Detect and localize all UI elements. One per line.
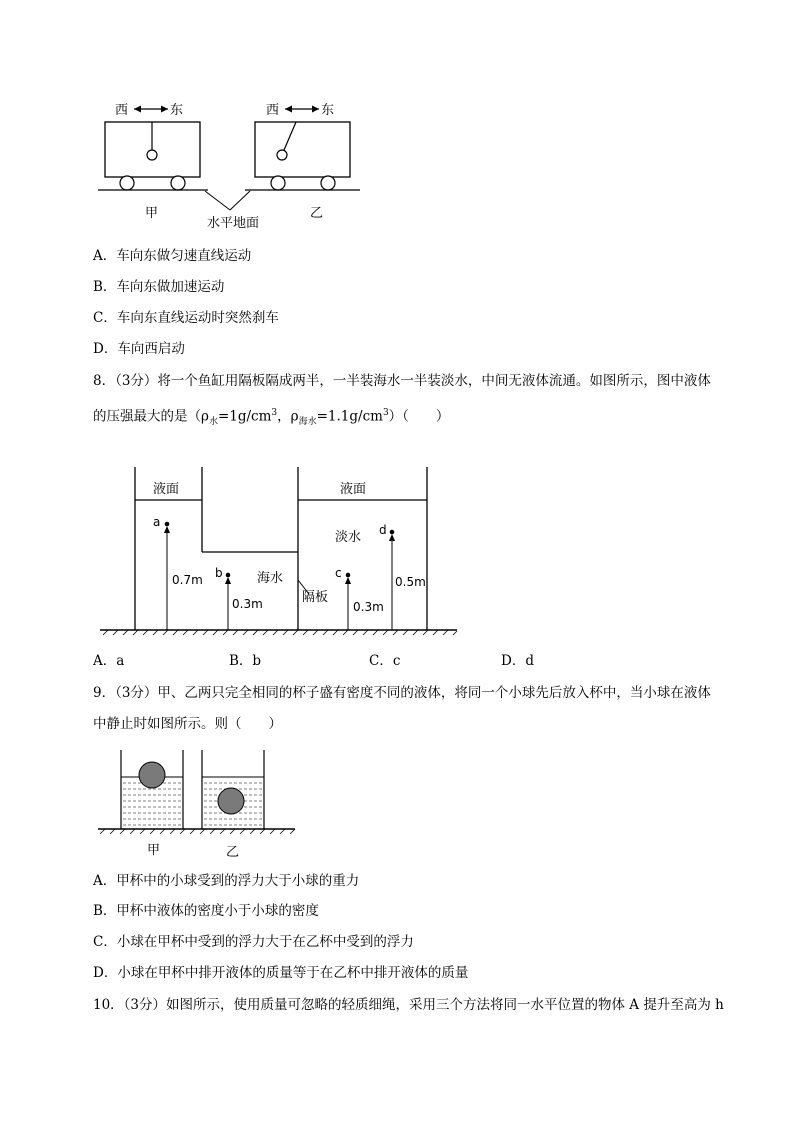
option-a: A．车向东做匀速直线运动 <box>93 248 252 264</box>
pendulum-bob-left <box>147 150 157 160</box>
surface-label-left: 液面 <box>153 482 180 497</box>
height-a: 0.7m <box>172 573 203 587</box>
label-freshwater: 淡水 <box>335 530 362 545</box>
cups-figure <box>95 745 305 860</box>
label-east: 东 <box>321 103 335 118</box>
height-b: 0.3m <box>232 597 263 611</box>
tank-figure <box>95 462 465 640</box>
label-ground: 水平地面 <box>207 216 260 231</box>
cup-left <box>121 750 183 829</box>
point-label-c: c <box>335 566 342 580</box>
option-a: A．a <box>93 653 125 669</box>
ball-right <box>218 788 244 814</box>
option-a: A．甲杯中的小球受到的浮力大于小球的重力 <box>93 873 360 889</box>
question-9-line1: 9．（3分）甲、乙两只完全相同的杯子盛有密度不同的液体，将同一个小球先后放入杯中，当小球在液体 <box>93 685 711 701</box>
height-c: 0.3m <box>353 600 384 614</box>
surface-label-right: 液面 <box>340 482 367 497</box>
cup-right <box>202 750 264 829</box>
car-figure <box>90 95 380 235</box>
option-c: C．c <box>369 653 401 669</box>
option-b: B．b <box>229 653 262 669</box>
car-body-right <box>255 122 350 177</box>
question-8-line2: 的压强最大的是（$\rho_水=1g/cm^3$，$\rho_{海水}=1.1g/cm^3$）（ ） <box>93 408 450 428</box>
point-label-b: b <box>215 566 223 580</box>
point-label-a: a <box>153 515 161 529</box>
wheel-icon <box>321 176 335 190</box>
option-c: C．小球在甲杯中受到的浮力大于在乙杯中受到的浮力 <box>93 934 414 950</box>
wheel-icon <box>171 176 185 190</box>
label-yi: 乙 <box>310 206 324 221</box>
label-east: 东 <box>170 103 184 118</box>
label-jia: 甲 <box>147 843 161 858</box>
option-d: D．车向西启动 <box>93 341 185 357</box>
option-d: D．d <box>501 653 534 669</box>
question-9-line2: 中静止时如图所示。则（ ） <box>93 716 282 732</box>
label-divider: 隔板 <box>302 590 329 605</box>
label-jia: 甲 <box>145 206 159 221</box>
option-c: C．车向东直线运动时突然刹车 <box>93 310 279 326</box>
label-west: 西 <box>115 103 129 118</box>
label-yi: 乙 <box>226 845 240 860</box>
option-d: D．小球在甲杯中排开液体的质量等于在乙杯中排开液体的质量 <box>93 965 469 981</box>
label-seawater: 海水 <box>257 571 284 586</box>
wheel-icon <box>271 176 285 190</box>
ball-left <box>139 762 165 788</box>
label-west: 西 <box>266 103 280 118</box>
option-b: B．甲杯中液体的密度小于小球的密度 <box>93 903 319 919</box>
wheel-icon <box>120 176 134 190</box>
height-d: 0.5m <box>395 575 426 589</box>
pendulum-bob-right <box>277 150 287 160</box>
point-label-d: d <box>379 523 387 537</box>
option-b: B．车向东做加速运动 <box>93 279 225 295</box>
question-10-line1: 10．（3分）如图所示，使用质量可忽略的轻质细绳，采用三个方法将同一水平位置的物体 A 提升至高为 h <box>93 997 724 1013</box>
question-8-line1: 8．（3分）将一个鱼缸用隔板隔成两半，一半装海水一半装淡水，中间无液体流通。如图所示，图中液体 <box>93 373 711 389</box>
